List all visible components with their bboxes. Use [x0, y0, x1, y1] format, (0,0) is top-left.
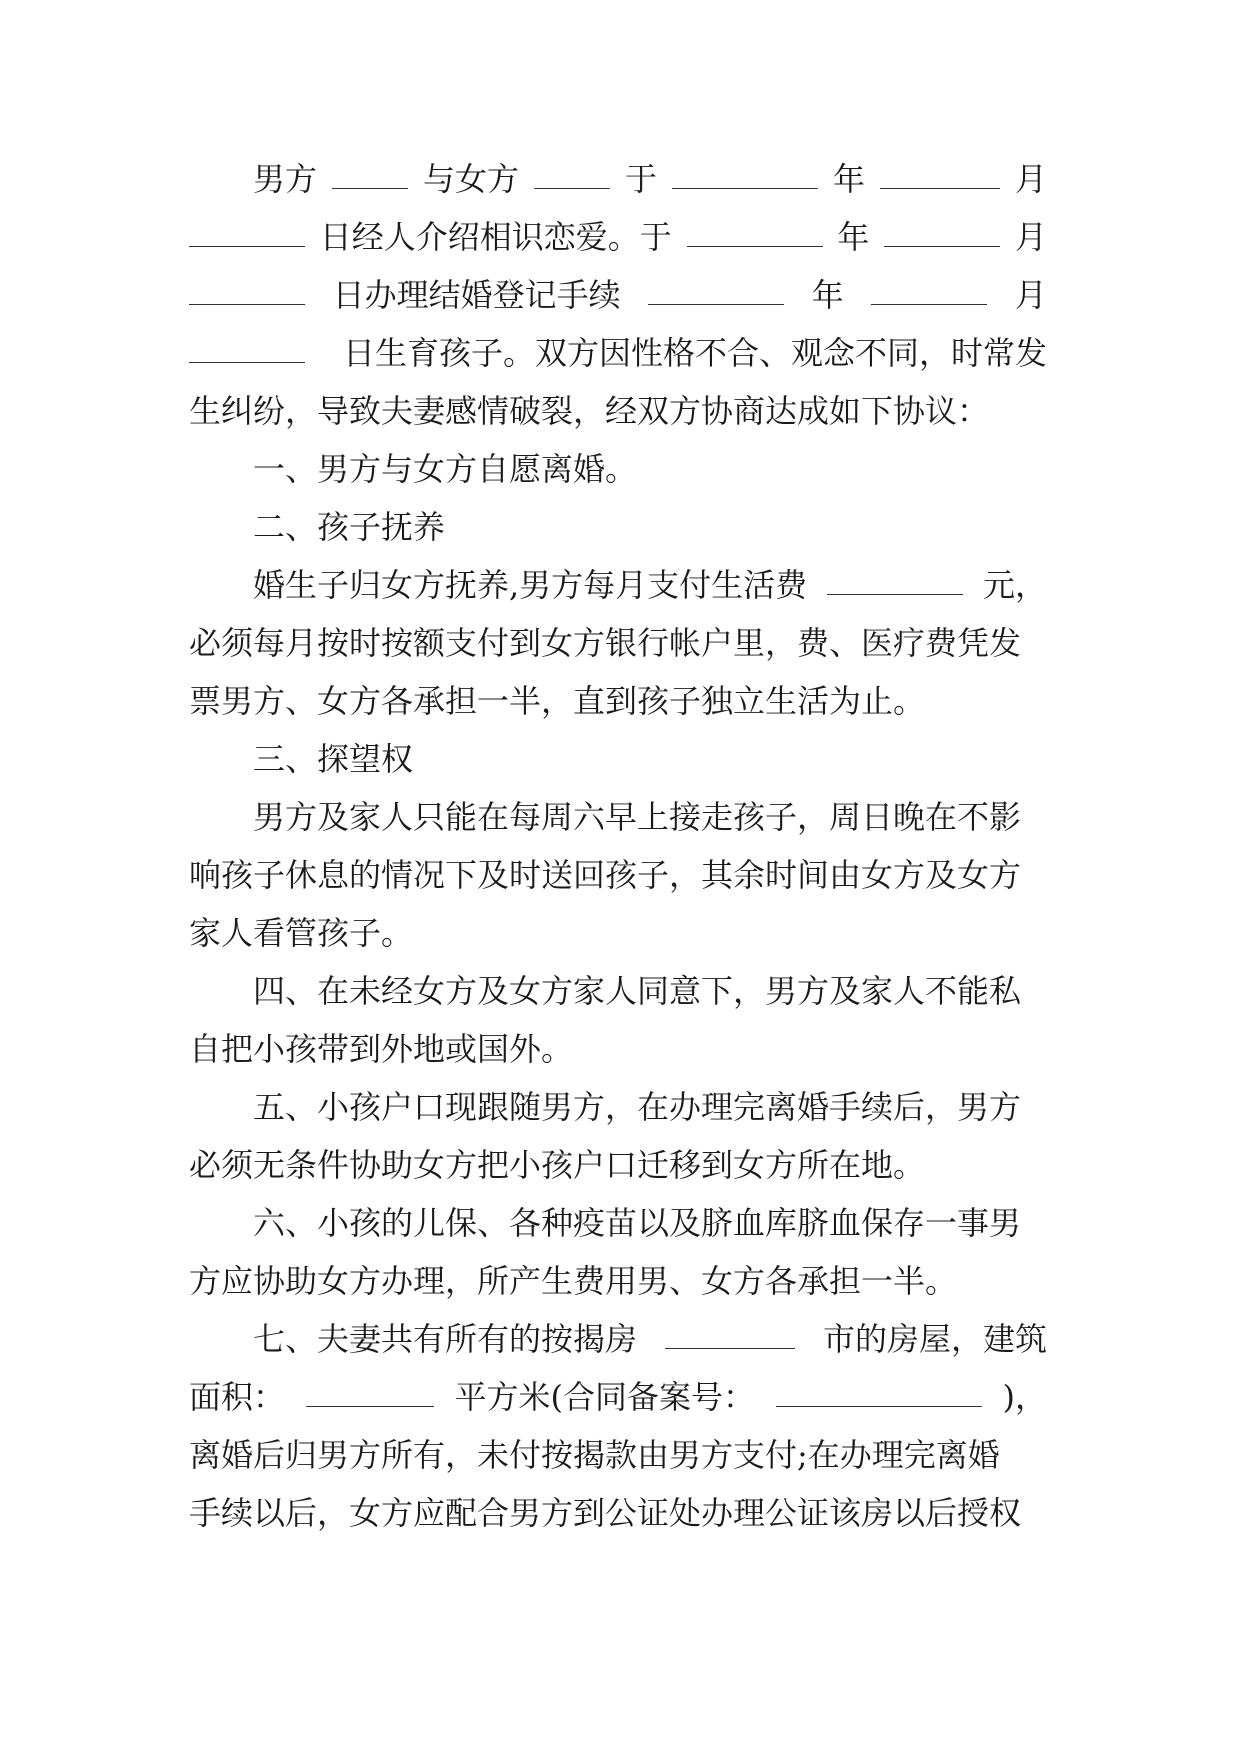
text-line: [189, 1078, 1047, 1136]
text-line: [189, 1484, 1047, 1542]
text-segment: 与女方: [422, 160, 519, 198]
section-heading: [189, 440, 1047, 498]
fill-blank[interactable]: [306, 1376, 434, 1407]
fill-blank[interactable]: [880, 158, 1000, 189]
fill-blank[interactable]: [884, 216, 1000, 247]
text-segment: 年: [832, 160, 865, 198]
section-heading: [189, 498, 1047, 556]
fill-blank[interactable]: [189, 274, 305, 305]
text-segment: 日办理结婚登记手续: [332, 276, 621, 314]
text-segment: 家人看管孩子。: [189, 914, 414, 952]
fill-blank[interactable]: [665, 1318, 795, 1349]
text-segment: 生纠纷，导致夫妻感情破裂，经双方协商达成如下协议：: [189, 392, 990, 430]
text-segment: 婚生子归女方抚养,男方每月支付生活费: [253, 566, 808, 604]
section-heading: [189, 730, 1047, 788]
fill-blank[interactable]: [776, 1376, 982, 1407]
text-line: [189, 614, 1047, 672]
text-line: [189, 266, 1047, 324]
fill-blank[interactable]: [871, 274, 987, 305]
text-segment: 响孩子休息的情况下及时送回孩子，其余时间由女方及女方: [189, 856, 1022, 894]
text-segment: 必须无条件协助女方把小孩户口迁移到女方所在地。: [189, 1146, 926, 1184]
fill-blank[interactable]: [189, 332, 305, 363]
text-segment: 一、男方与女方自愿离婚。: [253, 450, 638, 488]
text-line: [189, 904, 1047, 962]
document-body: [189, 150, 1047, 1542]
text-segment: 票男方、女方各承担一半，直到孩子独立生活为止。: [189, 682, 926, 720]
text-segment: 平方米(合同备案号：: [454, 1378, 755, 1416]
text-line: [189, 1194, 1047, 1252]
text-segment: 七、夫妻共有所有的按揭房: [253, 1320, 638, 1358]
text-segment: 月: [1014, 276, 1047, 314]
text-segment: 手续以后，女方应配合男方到公证处办理公证该房以后授权: [189, 1494, 1022, 1532]
text-segment: 日经人介绍相识恋爱。于: [319, 218, 672, 256]
fill-blank[interactable]: [534, 158, 610, 189]
text-segment: 男方: [253, 160, 318, 198]
text-line: [189, 324, 1047, 382]
text-line: [189, 208, 1047, 266]
text-line: [189, 1426, 1047, 1484]
text-line: [189, 962, 1047, 1020]
text-segment: 六、小孩的儿保、各种疫苗以及脐血库脐血保存一事男: [253, 1204, 1022, 1242]
text-line: [189, 1136, 1047, 1194]
fill-blank[interactable]: [189, 216, 305, 247]
text-segment: 面积：: [189, 1378, 286, 1416]
text-segment: 月: [1014, 160, 1047, 198]
text-segment: 五、小孩户口现跟随男方，在办理完离婚手续后，男方: [253, 1088, 1022, 1126]
text-segment: )，: [1002, 1378, 1047, 1416]
text-line: [189, 672, 1047, 730]
text-line: [189, 150, 1047, 208]
fill-blank[interactable]: [687, 216, 823, 247]
text-segment: 年: [811, 276, 844, 314]
text-segment: 日生育孩子。双方因性格不合、观念不同，时常发: [342, 334, 1047, 372]
text-segment: 方应协助女方办理，所产生费用男、女方各承担一半。: [189, 1262, 958, 1300]
text-segment: 四、在未经女方及女方家人同意下，男方及家人不能私: [253, 972, 1022, 1010]
text-line: [189, 1310, 1047, 1368]
text-segment: 必须每月按时按额支付到女方银行帐户里，费、医疗费凭发: [189, 624, 1022, 662]
text-segment: 二、孩子抚养: [253, 508, 446, 546]
fill-blank[interactable]: [672, 158, 818, 189]
text-segment: 月: [1014, 218, 1047, 256]
fill-blank[interactable]: [332, 158, 408, 189]
text-line: [189, 846, 1047, 904]
text-segment: 市的房屋，建筑: [822, 1320, 1047, 1358]
text-line: [189, 1252, 1047, 1310]
text-segment: 元，: [982, 566, 1047, 604]
text-segment: 年: [837, 218, 870, 256]
text-line: [189, 1020, 1047, 1078]
text-segment: 自把小孩带到外地或国外。: [189, 1030, 574, 1068]
text-line: [189, 1368, 1047, 1426]
fill-blank[interactable]: [827, 564, 963, 595]
fill-blank[interactable]: [648, 274, 784, 305]
text-line: [189, 382, 1047, 440]
text-line: [189, 788, 1047, 846]
text-segment: 离婚后归男方所有，未付按揭款由男方支付;在办理完离婚: [189, 1436, 1000, 1474]
text-segment: 于: [624, 160, 657, 198]
text-segment: 男方及家人只能在每周六早上接走孩子，周日晚在不影: [253, 798, 1022, 836]
text-segment: 三、探望权: [253, 740, 414, 778]
text-line: [189, 556, 1047, 614]
